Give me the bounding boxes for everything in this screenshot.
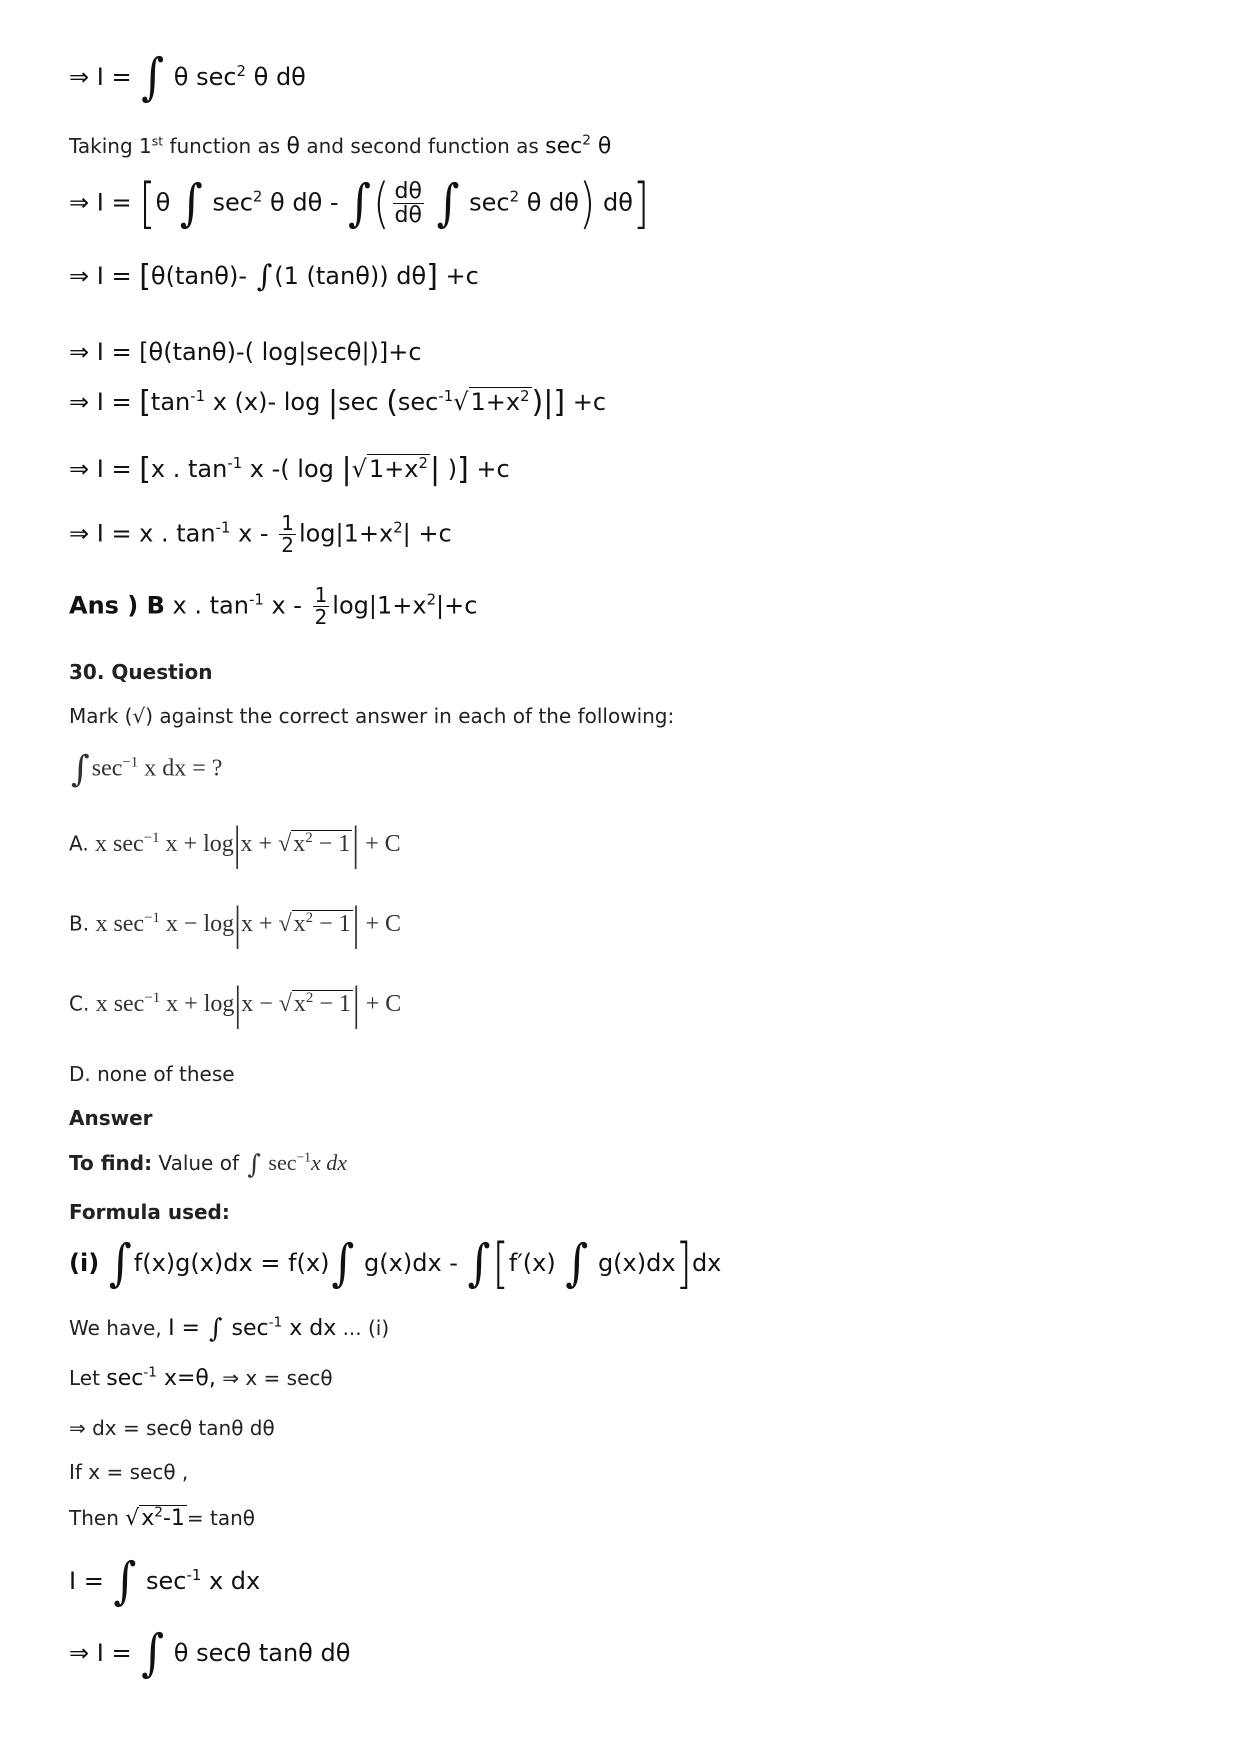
to-find: To find: Value of ∫ $\sec^{-1}x$ dx xyxy=(69,1149,348,1180)
question-instruction: Mark (√) against the correct answer in each of the following: xyxy=(69,704,675,728)
question-title: 30. Question xyxy=(69,660,213,684)
if-line: If x = secθ , xyxy=(69,1460,189,1484)
answer-line: Ans ) B x . $\tan^{-1} x$ - $\frac{1}{2}$ $\log|1+x^2|+c$ xyxy=(69,583,478,629)
final-equation: ⇒ I = ∫ θ secθ tanθ dθ xyxy=(69,1624,351,1683)
question-expression: $\int\sec^{-1}$ x dx = ? xyxy=(71,749,223,790)
answer-heading: Answer xyxy=(69,1106,153,1130)
then-line: Then $√x^2-1 = \tan\theta$ xyxy=(69,1504,256,1531)
equation-line-4: ⇒ I = [θ(tanθ)- ∫(1 (tanθ)) dθ] +c xyxy=(69,259,479,294)
option-a[interactable]: A. x $\sec^{-1} x + \log|x + √x^2 - 1| + C$ xyxy=(69,818,401,871)
equation-line-1: ⇒ I = ∫ θ $\sec^2 \theta$ dθ xyxy=(69,48,306,107)
formula-1: (i) ∫f(x)g(x)dx = f(x)∫ g(x)dx - ∫[f′(x) ∫ g(x)dx]dx xyxy=(69,1231,722,1296)
equation-line-7: ⇒ I = [x . $\tan^{-1} x$ -( $\log |√1+x^2|$ )] +c xyxy=(69,452,510,487)
text-taking-first-function: Taking 1st function as θ and second function as $\sec^2 \theta$ xyxy=(69,132,612,159)
equation-line-5: ⇒ I = [θ(tanθ)-( log|secθ|)]+c xyxy=(69,338,422,366)
we-have: We have, I = ∫ $\sec^{-1} x$ dx ... (i) xyxy=(69,1314,390,1344)
let-substitution: Let $\sec^{-1} x=\theta$, ⇒ x = secθ xyxy=(69,1364,333,1391)
equation-line-6: ⇒ $I = [\tan^{-1}$ x (x)- log |sec $(\sec^{-1}√1+x^2)|] +c$ xyxy=(69,385,607,420)
option-b[interactable]: B. x $\sec^{-1} x - \log|x + √x^2 - 1| + C$ xyxy=(69,898,401,951)
dx-line: ⇒ dx = secθ tanθ dθ xyxy=(69,1416,275,1440)
integral-definition: I = ∫ $\sec^{-1} x$ dx xyxy=(69,1552,261,1611)
equation-line-8: ⇒ I = x . $\tan^{-1} x$ - $\frac{1}{2}$ $\log|1+x^2| +c$ xyxy=(69,511,452,557)
formula-heading: Formula used: xyxy=(69,1200,230,1224)
option-d[interactable]: D. none of these xyxy=(69,1062,235,1086)
option-c[interactable]: C. x $\sec^{-1} x + \log|x - √x^2 - 1| + C$ xyxy=(69,978,402,1031)
equation-line-3: ⇒ I = [θ ∫ $\sec^2 \theta$ dθ - ∫( $\frac{d\theta}{d\theta}$ ∫ $\sec^2 \theta$ dθ) dθ] xyxy=(69,171,650,235)
